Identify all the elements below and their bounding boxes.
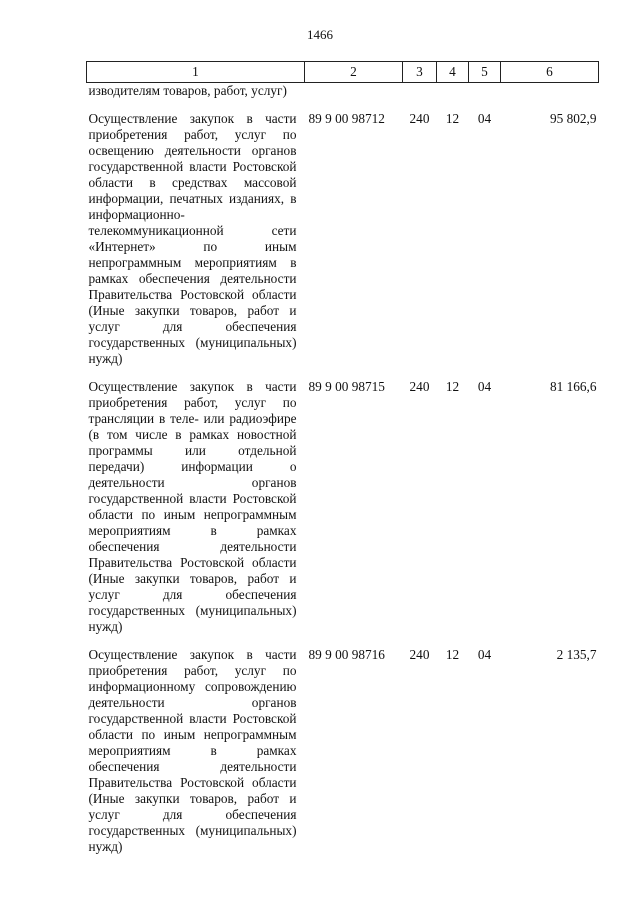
- table-row: [87, 367, 599, 635]
- row-col-3: [403, 83, 437, 100]
- row-col-5: 04: [477, 379, 492, 394]
- row-description: Осуществление закупок в части приобретения работ, услуг по трансляции в теле- или радиоэфире (в том числе в рамках новостной программы или отдельной передачи) информации о деятельности органов государственной власти Ростовской области по иным непрограммным мероприятиям в рамках обеспечения деятельности Правительства Ростовской области (Иные закупки товаров, работ и услуг для обеспечения государственных (муниципальных) нужд): [88, 379, 297, 634]
- row-code: 89 9 00 98716: [308, 647, 385, 662]
- row-amount: 81 166,6: [549, 379, 597, 394]
- row-col-5: [469, 83, 501, 100]
- row-code: 89 9 00 98712: [308, 111, 385, 126]
- header-col-5: 5: [469, 62, 501, 83]
- row-description: изводителям товаров, работ, услуг): [88, 83, 287, 98]
- row-description: Осуществление закупок в части приобретения работ, услуг по освещению деятельности органов государственной власти Ростовской области в средствах массовой информации, печатных изданиях, в информационно-телекоммуникационной сети «Интернет» по иным непрограммным мероприятиям в рамках обеспечения деятельности Правительства Ростовской области (Иные закупки товаров, работ и услуг для обеспечения государственных (муниципальных) нужд): [88, 111, 297, 366]
- header-col-6: 6: [501, 62, 599, 83]
- row-col-4: 12: [445, 111, 460, 126]
- header-col-4: 4: [437, 62, 469, 83]
- row-amount: 2 135,7: [556, 647, 597, 662]
- row-col-3: 240: [409, 111, 430, 126]
- row-description: Осуществление закупок в части приобретения работ, услуг по информационному сопровождению деятельности органов государственной власти Ростовской области по иным непрограммным мероприятиям в рамках обеспечения деятельности Правительства Ростовской области (Иные закупки товаров, работ и услуг для обеспечения государственных (муниципальных) нужд): [88, 647, 297, 854]
- table-row: [87, 99, 599, 367]
- row-col-4: 12: [445, 647, 460, 662]
- row-code: 89 9 00 98715: [308, 379, 385, 394]
- page-number: 1466: [307, 27, 333, 42]
- table-header-row: [87, 62, 599, 83]
- row-col-5: 04: [477, 647, 492, 662]
- header-col-2: 2: [305, 62, 403, 83]
- row-col-4: 12: [445, 379, 460, 394]
- budget-table: [86, 61, 599, 855]
- table-row: [87, 635, 599, 855]
- row-col-3: 240: [409, 379, 430, 394]
- table-row: [87, 83, 599, 100]
- header-col-3: 3: [403, 62, 437, 83]
- header-col-1: 1: [87, 62, 305, 83]
- row-amount: [501, 83, 599, 100]
- row-amount: 95 802,9: [549, 111, 597, 126]
- row-code: [305, 83, 403, 100]
- row-col-3: 240: [409, 647, 430, 662]
- row-col-5: 04: [477, 111, 492, 126]
- row-col-4: [437, 83, 469, 100]
